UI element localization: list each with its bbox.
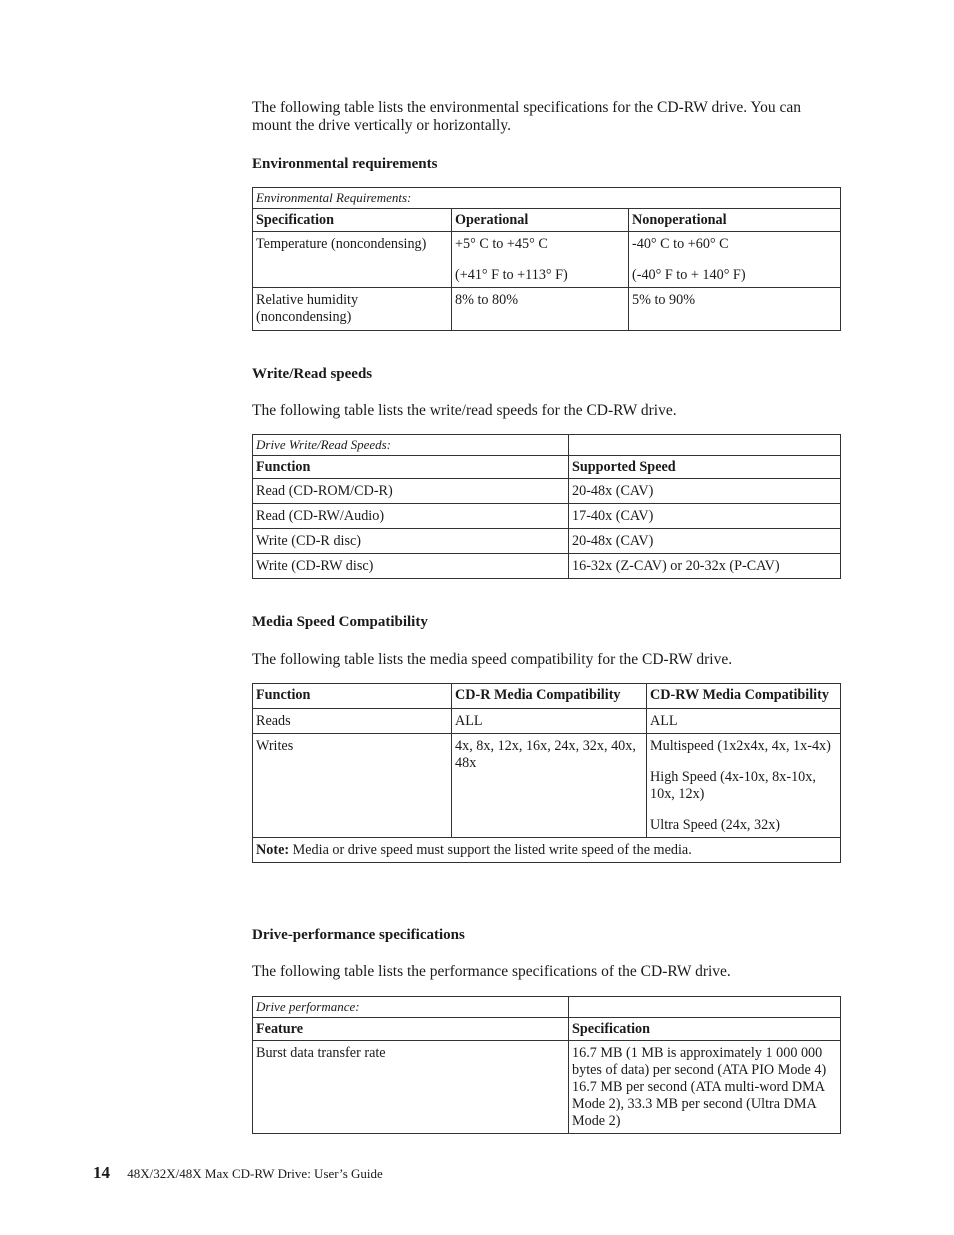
- col-header: Specification: [569, 1018, 841, 1041]
- col-header: Feature: [253, 1018, 569, 1041]
- media-table: [252, 683, 841, 863]
- table-cell: Read (CD-ROM/CD-R): [253, 479, 569, 504]
- speeds-intro: The following table lists the write/read speeds for the CD-RW drive.: [252, 402, 677, 419]
- perf-heading: Drive-performance specifications: [252, 927, 465, 943]
- speeds-heading: Write/Read speeds: [252, 366, 373, 382]
- cell-line: Ultra Speed (24x, 32x): [650, 817, 781, 833]
- table-cell: [452, 232, 629, 288]
- table-row: [253, 479, 841, 504]
- table-caption-row: [253, 435, 841, 456]
- col-header: Specification: [253, 209, 452, 232]
- table-cell: Relative humidity (noncondensing): [253, 288, 452, 331]
- table-cell: 4x, 8x, 12x, 16x, 24x, 32x, 40x, 48x: [452, 734, 647, 838]
- table-row: [253, 529, 841, 554]
- table-header-row: [253, 456, 841, 479]
- table-cell: Burst data transfer rate: [253, 1041, 569, 1134]
- table-cell: [569, 997, 841, 1018]
- col-header: Function: [253, 684, 452, 709]
- cell-line: (+41° F to +113° F): [455, 267, 568, 283]
- note-row: [253, 838, 841, 863]
- table-row: [253, 504, 841, 529]
- table-row: [253, 554, 841, 579]
- table-cell: 16.7 MB (1 MB is approximately 1 000 000 bytes of data) per second (ATA PIO Mode 4) 16.7 MB per second (ATA multi-word DMA Mode 2), 33.3 MB per second (Ultra DMA Mode 2): [569, 1041, 841, 1134]
- note-label: Note:: [256, 842, 290, 858]
- col-header: Supported Speed: [569, 456, 841, 479]
- col-header: Operational: [452, 209, 629, 232]
- table-cell: 16-32x (Z-CAV) or 20-32x (P-CAV): [569, 554, 841, 579]
- table-cell: ALL: [647, 709, 841, 734]
- table-cell: [629, 232, 841, 288]
- table-cell: Read (CD-RW/Audio): [253, 504, 569, 529]
- table-cell: 17-40x (CAV): [569, 504, 841, 529]
- table-cell: 5% to 90%: [629, 288, 841, 331]
- note-text: Media or drive speed must support the listed write speed of the media.: [292, 842, 692, 858]
- col-header: CD-R Media Compatibility: [452, 684, 647, 709]
- table-row: [253, 288, 841, 331]
- page-number: 14: [93, 1163, 110, 1182]
- speeds-table: [252, 434, 841, 579]
- table-row: [253, 709, 841, 734]
- media-heading: Media Speed Compatibility: [252, 614, 428, 630]
- table-cell: [569, 435, 841, 456]
- col-header: Function: [253, 456, 569, 479]
- table-caption-row: [253, 188, 841, 209]
- cell-line: (-40° F to + 140° F): [632, 267, 746, 283]
- table-cell: ALL: [452, 709, 647, 734]
- media-intro: The following table lists the media speed compatibility for the CD-RW drive.: [252, 651, 733, 668]
- cell-line: High Speed (4x-10x, 8x-10x, 10x, 12x): [650, 769, 816, 802]
- col-header: Nonoperational: [629, 209, 841, 232]
- cell-line: -40° C to +60° C: [632, 236, 729, 252]
- table-cell: 20-48x (CAV): [569, 479, 841, 504]
- cell-line: Multispeed (1x2x4x, 4x, 1x-4x): [650, 738, 831, 754]
- note-cell: [253, 838, 841, 863]
- table-cell: Temperature (noncondensing): [253, 232, 452, 288]
- table-header-row: [253, 684, 841, 709]
- table-cell: 8% to 80%: [452, 288, 629, 331]
- table-header-row: [253, 209, 841, 232]
- table-cell: Write (CD-RW disc): [253, 554, 569, 579]
- table-row: [253, 734, 841, 838]
- cell-line: +5° C to +45° C: [455, 236, 548, 252]
- table-cell: Writes: [253, 734, 452, 838]
- table-caption-row: [253, 997, 841, 1018]
- intro-paragraph: The following table lists the environmental specifications for the CD-RW drive. You can mount the drive vertically or horizontally.: [252, 99, 801, 134]
- page-footer: [93, 1163, 383, 1183]
- col-header: CD-RW Media Compatibility: [647, 684, 841, 709]
- table-header-row: [253, 1018, 841, 1041]
- table-cell: 20-48x (CAV): [569, 529, 841, 554]
- table-cell: [647, 734, 841, 838]
- speeds-caption: Drive Write/Read Speeds:: [253, 435, 569, 456]
- document-title: 48X/32X/48X Max CD-RW Drive: User’s Guide: [127, 1166, 383, 1181]
- table-row: [253, 1041, 841, 1134]
- perf-intro: The following table lists the performance specifications of the CD-RW drive.: [252, 963, 731, 980]
- table-cell: Reads: [253, 709, 452, 734]
- perf-caption: Drive performance:: [253, 997, 569, 1018]
- env-table: [252, 187, 841, 331]
- env-caption: Environmental Requirements:: [253, 188, 841, 209]
- env-heading: Environmental requirements: [252, 156, 438, 172]
- perf-table: [252, 996, 841, 1134]
- table-cell: Write (CD-R disc): [253, 529, 569, 554]
- table-row: [253, 232, 841, 288]
